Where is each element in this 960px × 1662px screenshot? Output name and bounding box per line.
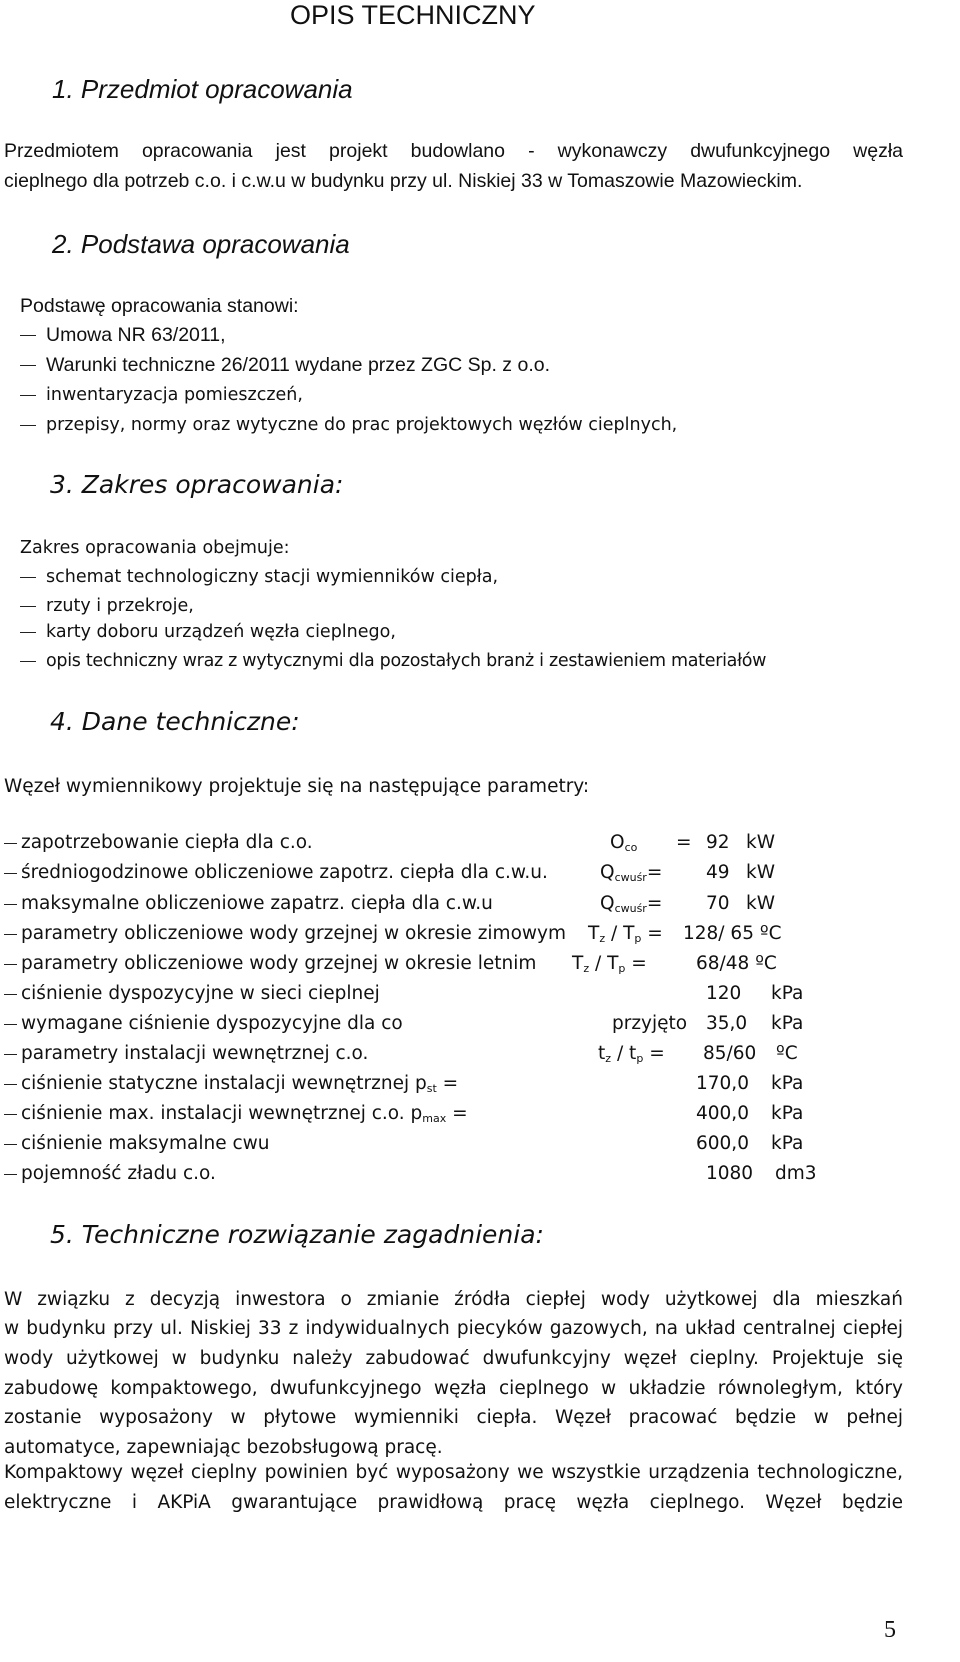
dash-bullet-icon (4, 934, 17, 935)
section-3-heading: 3. Zakres opracowania: (50, 470, 344, 499)
section-4-intro: Węzeł wymiennikowy projektuje się na następujące parametry: (4, 776, 590, 797)
param-symbol: $T_z / T_p$ = (572, 953, 647, 975)
param-unit: kW (746, 862, 776, 883)
section-4-heading: 4. Dane techniczne: (50, 707, 300, 736)
dash-bullet-icon (20, 395, 36, 396)
param-symbol: $Q_{cwuśr}=$ (600, 893, 663, 915)
param-row: ciśnienie max. instalacji wewnętrznej c.o. $p_{max}$ = (4, 1103, 468, 1125)
dash-bullet-icon (4, 873, 17, 874)
param-row: ciśnienie statyczne instalacji wewnętrznej $p_{st}$ = (4, 1073, 458, 1095)
param-prefix: przyjęto (612, 1013, 688, 1034)
param-value: 128/ 65 ºC (683, 923, 782, 944)
param-unit: ºC (776, 1043, 798, 1064)
paragraph-line: W związku z decyzją inwestora o zmianie źródła ciepłej wody użytkowej dla mieszkań (4, 1289, 903, 1310)
param-row: średniogodzinowe obliczeniowe zapotrz. ciepła dla c.w.u. (4, 862, 548, 883)
dash-bullet-icon (4, 904, 17, 905)
param-row: zapotrzebowanie ciepła dla c.o. (4, 832, 313, 853)
param-equals: = (676, 832, 692, 853)
param-value: 85/60 (703, 1043, 757, 1064)
param-value: 400,0 (696, 1103, 749, 1124)
dash-bullet-icon (4, 1114, 17, 1115)
dash-bullet-icon (4, 1084, 17, 1085)
param-symbol: $Q_{cwuśr}=$ (600, 862, 663, 884)
param-unit: kW (746, 832, 776, 853)
section-2-intro: Podstawę opracowania stanowi: (20, 295, 299, 317)
paragraph-line: elektryczne i AKPiA gwarantujące prawidłową pracę węzła cieplnego. Węzeł będzie (4, 1492, 903, 1513)
section-2-heading: 2. Podstawa opracowania (52, 229, 350, 259)
dash-bullet-icon (20, 365, 36, 366)
list-item: Warunki techniczne 26/2011 wydane przez ZGC Sp. z o.o. (20, 354, 550, 377)
param-row: parametry instalacji wewnętrznej c.o. (4, 1043, 368, 1064)
list-item: schemat technologiczny stacji wymienników ciepła, (20, 567, 498, 587)
list-item: karty doboru urządzeń węzła cieplnego, (20, 622, 396, 642)
dash-bullet-icon (20, 577, 36, 578)
param-value: 170,0 (696, 1073, 749, 1094)
param-value: 70 (706, 893, 730, 914)
param-unit: kPa (771, 1133, 804, 1154)
param-value: 1080 (706, 1163, 754, 1184)
param-row: pojemność zładu c.o. (4, 1163, 216, 1184)
section-5-heading: 5. Techniczne rozwiązanie zagadnienia: (50, 1220, 544, 1249)
section-1-heading: 1. Przedmiot opracowania (52, 74, 353, 104)
param-unit: kW (746, 893, 776, 914)
list-item: inwentaryzacja pomieszczeń, (20, 385, 303, 405)
param-value: 49 (706, 862, 730, 883)
param-value: 92 (706, 832, 730, 853)
dash-bullet-icon (20, 632, 36, 633)
dash-bullet-icon (20, 661, 36, 662)
list-item: opis techniczny wraz z wytycznymi dla pozostałych branż i zestawieniem materiałów (20, 651, 766, 671)
section-3-intro: Zakres opracowania obejmuje: (20, 538, 290, 558)
page-number: 5 (884, 1617, 896, 1643)
param-unit: kPa (771, 983, 804, 1004)
document-title: OPIS TECHNICZNY (290, 0, 536, 30)
paragraph-line: wody użytkowej w budynku należy zabudować dwufunkcyjny węzeł cieplny. Projektuje się (4, 1348, 903, 1369)
param-unit: dm3 (775, 1163, 817, 1184)
param-unit: kPa (771, 1073, 804, 1094)
paragraph-line: Kompaktowy węzeł cieplny powinien być wyposażony we wszystkie urządzenia technologiczne, (4, 1462, 903, 1483)
dash-bullet-icon (4, 1054, 17, 1055)
dash-bullet-icon (20, 606, 36, 607)
section-1-paragraph-line-1: Przedmiotem opracowania jest projekt budowlano - wykonawczy dwufunkcyjnego węzła (4, 140, 903, 162)
dash-bullet-icon (20, 335, 36, 336)
param-row: wymagane ciśnienie dyspozycyjne dla co (4, 1013, 403, 1034)
list-item: Umowa NR 63/2011, (20, 324, 226, 347)
param-value: 35,0 (706, 1013, 748, 1034)
param-row: ciśnienie dyspozycyjne w sieci cieplnej (4, 983, 380, 1004)
dash-bullet-icon (4, 994, 17, 995)
param-value: 68/48 ºC (696, 953, 777, 974)
param-value: 600,0 (696, 1133, 749, 1154)
dash-bullet-icon (4, 964, 17, 965)
dash-bullet-icon (4, 1024, 17, 1025)
param-row: parametry obliczeniowe wody grzejnej w okresie zimowym (4, 923, 566, 944)
param-symbol: $T_z / T_p$ = (588, 923, 663, 945)
section-1-paragraph-line-2: cieplnego dla potrzeb c.o. i c.w.u w budynku przy ul. Niskiej 33 w Tomaszowie Mazowieckim. (4, 170, 803, 192)
dash-bullet-icon (20, 425, 36, 426)
dash-bullet-icon (4, 1144, 17, 1145)
paragraph-line: w budynku przy ul. Niskiej 33 z indywidualnych piecyków gazowych, na układ centralnej ciepłej (4, 1318, 903, 1339)
param-symbol: $O_{co}$ (610, 832, 638, 854)
param-value: 120 (706, 983, 742, 1004)
param-unit: kPa (771, 1103, 804, 1124)
list-item: przepisy, normy oraz wytyczne do prac projektowych węzłów cieplnych, (20, 415, 677, 435)
param-unit: kPa (771, 1013, 804, 1034)
param-row: parametry obliczeniowe wody grzejnej w okresie letnim (4, 953, 536, 974)
param-row: ciśnienie maksymalne cwu (4, 1133, 270, 1154)
paragraph-line: zostanie wyposażony w płytowe wymienniki ciepła. Węzeł pracować będzie w pełnej (4, 1407, 903, 1428)
paragraph-line: zabudowę kompaktowego, dwufunkcyjnego węzła cieplnego w układzie równoległym, który (4, 1378, 903, 1399)
dash-bullet-icon (4, 1174, 17, 1175)
dash-bullet-icon (4, 843, 17, 844)
param-row: maksymalne obliczeniowe zapatrz. ciepła dla c.w.u (4, 893, 493, 914)
paragraph-line: automatyce, zapewniając bezobsługową pracę. (4, 1437, 443, 1458)
list-item: rzuty i przekroje, (20, 596, 194, 616)
param-symbol: $t_z / t_p$ = (598, 1043, 665, 1065)
